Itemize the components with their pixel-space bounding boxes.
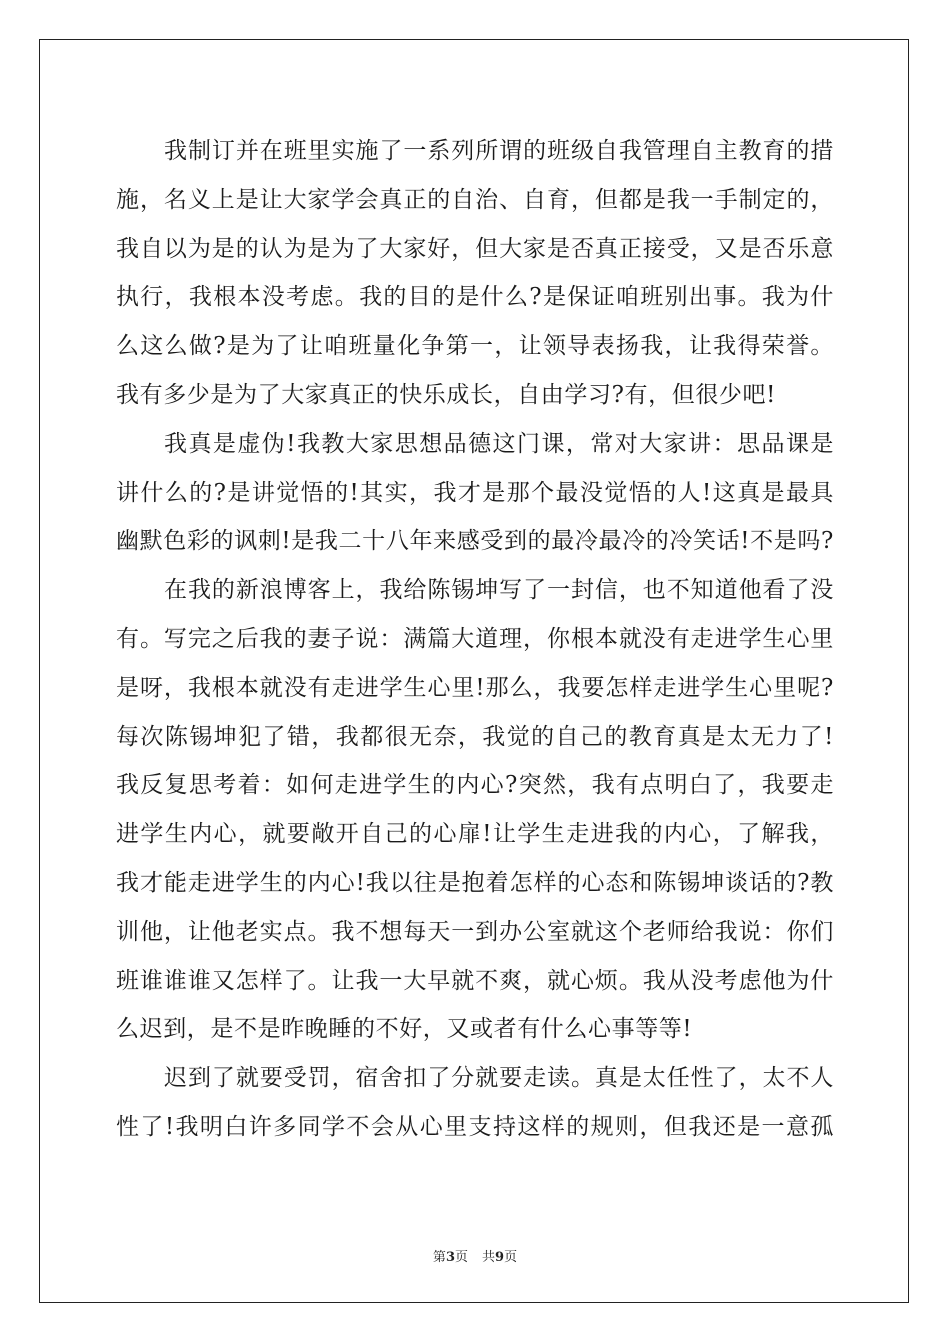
text-line: 班谁谁谁又怎样了。让我一大早就不爽，就心烦。我从没考虑他为什 xyxy=(116,967,834,994)
text-line: 幽默色彩的讽刺!是我二十八年来感受到的最冷最冷的冷笑话!不是吗? xyxy=(116,528,834,555)
text-line: 迟到了就要受罚，宿舍扣了分就要走读。真是太任性了，太不人 xyxy=(164,1065,834,1092)
page-prefix: 第 xyxy=(432,1250,446,1265)
text-line: 进学生内心，就要敞开自己的心扉!让学生走进我的内心，了解我， xyxy=(116,821,834,848)
text-line: 每次陈锡坤犯了错，我都很无奈，我觉的自己的教育真是太无力了! xyxy=(116,723,834,750)
text-line: 讲什么的?是讲觉悟的!其实，我才是那个最没觉悟的人!这真是最具 xyxy=(116,479,834,506)
page-footer xyxy=(0,1246,950,1265)
text-line: 我真是虚伪!我教大家思想品德这门课，常对大家讲：思品课是 xyxy=(164,430,834,457)
text-line: 我有多少是为了大家真正的快乐成长，自由学习?有，但很少吧! xyxy=(116,381,776,408)
text-line: 么这么做?是为了让咱班量化争第一，让领导表扬我，让我得荣誉。 xyxy=(116,333,834,360)
text-line: 我自以为是的认为是为了大家好，但大家是否真正接受，又是否乐意 xyxy=(116,235,834,262)
text-line: 在我的新浪博客上，我给陈锡坤写了一封信，也不知道他看了没 xyxy=(164,577,834,604)
text-line: 执行，我根本没考虑。我的目的是什么?是保证咱班别出事。我为什 xyxy=(116,284,834,311)
text-line: 是呀，我根本就没有走进学生心里!那么，我要怎样走进学生心里呢? xyxy=(116,674,834,701)
total-prefix: 共 xyxy=(482,1250,496,1265)
page-suffix: 页 xyxy=(454,1250,468,1265)
text-line: 有。写完之后我的妻子说：满篇大道理，你根本就没有走进学生心里 xyxy=(116,625,834,652)
total-suffix: 页 xyxy=(504,1250,518,1265)
text-line: 我制订并在班里实施了一系列所谓的班级自我管理自主教育的措 xyxy=(164,138,834,164)
total-pages: 9 xyxy=(495,1250,505,1265)
text-line: 我反复思考着：如何走进学生的内心?突然，我有点明白了，我要走 xyxy=(116,772,834,799)
text-line: 我才能走进学生的内心!我以往是抱着怎样的心态和陈锡坤谈话的?教 xyxy=(116,869,834,896)
page-number: 3 xyxy=(445,1250,455,1265)
text-line: 施，名义上是让大家学会真正的自治、自育，但都是我一手制定的， xyxy=(116,186,834,213)
text-line: 训他，让他老实点。我不想每天一到办公室就这个老师给我说：你们 xyxy=(116,918,834,945)
text-line: 性了!我明白许多同学不会从心里支持这样的规则，但我还是一意孤 xyxy=(116,1113,834,1140)
document-body xyxy=(116,127,834,1152)
text-line: 么迟到，是不是昨晚睡的不好，又或者有什么心事等等! xyxy=(116,1016,693,1043)
